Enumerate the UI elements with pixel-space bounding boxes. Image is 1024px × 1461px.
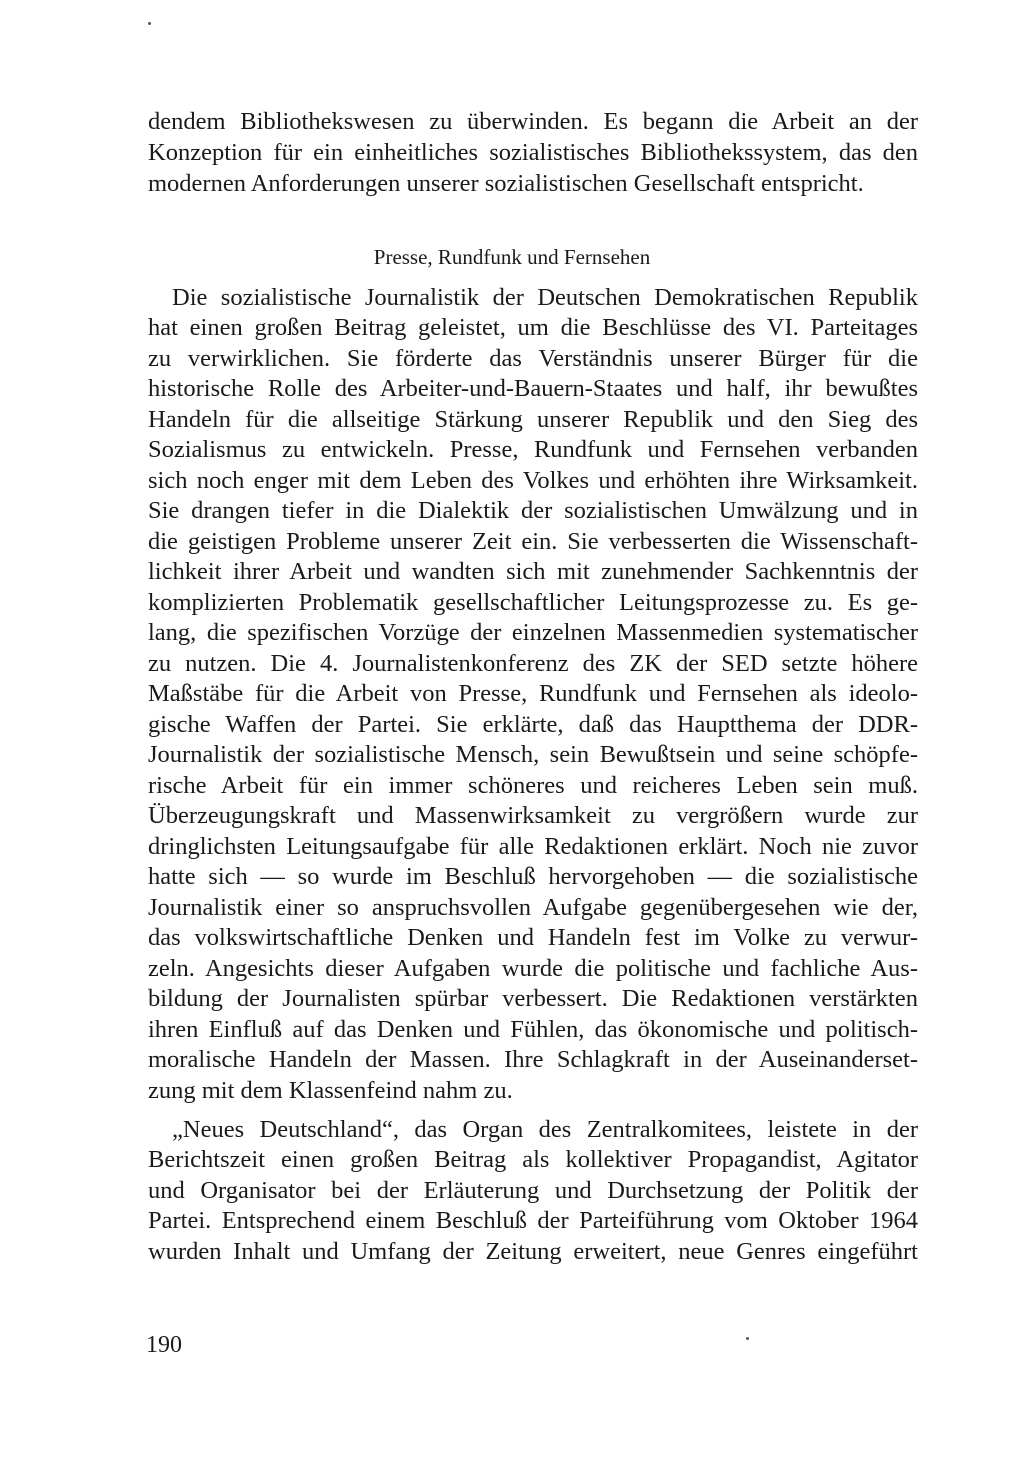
- para1-line: zeln. Angesichts dieser Aufgaben wurde die politische und fachliche Aus-: [148, 955, 918, 982]
- para2-line: wurden Inhalt und Umfang der Zeitung erweitert, neue Genres eingeführt: [148, 1238, 918, 1265]
- para1-line: die geistigen Probleme unserer Zeit ein. Sie verbesserten die Wissenschaft-: [148, 528, 918, 555]
- para1-line: zu verwirklichen. Sie förderte das Verständnis unserer Bürger für die: [148, 345, 918, 372]
- para1-line: Die sozialistische Journalistik der Deutschen Demokratischen Republik: [172, 284, 918, 311]
- para1-line: hatte sich — so wurde im Beschluß hervorgehoben — die sozialistische: [148, 863, 918, 890]
- para1-line: komplizierten Problematik gesellschaftlicher Leitungsprozesse zu. Es ge-: [148, 589, 918, 616]
- para1-line: Journalistik einer so anspruchsvollen Aufgabe gegenübergesehen wie der,: [148, 894, 918, 921]
- para1-line: gische Waffen der Partei. Sie erklärte, daß das Hauptthema der DDR-: [148, 711, 918, 738]
- para1-line: zu nutzen. Die 4. Journalistenkonferenz des ZK der SED setzte höhere: [148, 650, 918, 677]
- para2-line: Partei. Entsprechend einem Beschluß der Parteiführung vom Oktober 1964: [148, 1207, 918, 1234]
- para1-line: Überzeugungskraft und Massenwirksamkeit zu vergrößern wurde zur: [148, 802, 918, 829]
- para1-line: das volkswirtschaftliche Denken und Handeln fest im Volke zu verwur-: [148, 924, 918, 951]
- para1-line: lang, die spezifischen Vorzüge der einzelnen Massenmedien systematischer: [148, 619, 918, 646]
- para1-line: Handeln für die allseitige Stärkung unserer Republik und den Sieg des: [148, 406, 918, 433]
- para2-line: „Neues Deutschland“, das Organ des Zentralkomitees, leistete in der: [172, 1116, 918, 1143]
- scan-speck: [746, 1337, 749, 1340]
- para1-line: historische Rolle des Arbeiter-und-Bauern-Staates und half, ihr bewußtes: [148, 375, 918, 402]
- para1-line: lichkeit ihrer Arbeit und wandten sich mit zunehmender Sachkenntnis der: [148, 558, 918, 585]
- para1-line: rische Arbeit für ein immer schöneres und reicheres Leben sein muß.: [148, 772, 918, 799]
- para1-line: bildung der Journalisten spürbar verbessert. Die Redaktionen verstärkten: [148, 985, 918, 1012]
- para2-line: Berichtszeit einen großen Beitrag als kollektiver Propagandist, Agitator: [148, 1146, 918, 1173]
- para1-line: Sie drangen tiefer in die Dialektik der sozialistischen Umwälzung und in: [148, 497, 918, 524]
- para1-line: zung mit dem Klassenfeind nahm zu.: [148, 1077, 513, 1104]
- para1-line: sich noch enger mit dem Leben des Volkes und erhöhten ihre Wirksamkeit.: [148, 467, 918, 494]
- para1-line: Sozialismus zu entwickeln. Presse, Rundfunk und Fernsehen verbanden: [148, 436, 918, 463]
- scan-speck: [148, 22, 151, 25]
- intro-line-1: dendem Bibliothekswesen zu überwinden. Es begann die Arbeit an der: [148, 108, 918, 135]
- intro-line-2: Konzeption für ein einheitliches sozialistisches Bibliothekssystem, das den: [148, 139, 918, 166]
- para1-line: moralische Handeln der Massen. Ihre Schlagkraft in der Auseinanderset-: [148, 1046, 918, 1073]
- intro-line-3: modernen Anforderungen unserer sozialistischen Gesellschaft entspricht.: [148, 170, 864, 197]
- para1-line: ihren Einfluß auf das Denken und Fühlen, das ökonomische und politisch-: [148, 1016, 918, 1043]
- para1-line: hat einen großen Beitrag geleistet, um die Beschlüsse des VI. Parteitages: [148, 314, 918, 341]
- para1-line: Maßstäbe für die Arbeit von Presse, Rundfunk und Fernsehen als ideolo-: [148, 680, 918, 707]
- para1-line: dringlichsten Leitungsaufgabe für alle Redaktionen erklärt. Noch nie zuvor: [148, 833, 918, 860]
- para1-line: Journalistik der sozialistische Mensch, sein Bewußtsein und seine schöpfe-: [148, 741, 918, 768]
- page-number: 190: [146, 1332, 182, 1358]
- section-heading: Presse, Rundfunk und Fernsehen: [373, 245, 651, 269]
- para2-line: und Organisator bei der Erläuterung und Durchsetzung der Politik der: [148, 1177, 918, 1204]
